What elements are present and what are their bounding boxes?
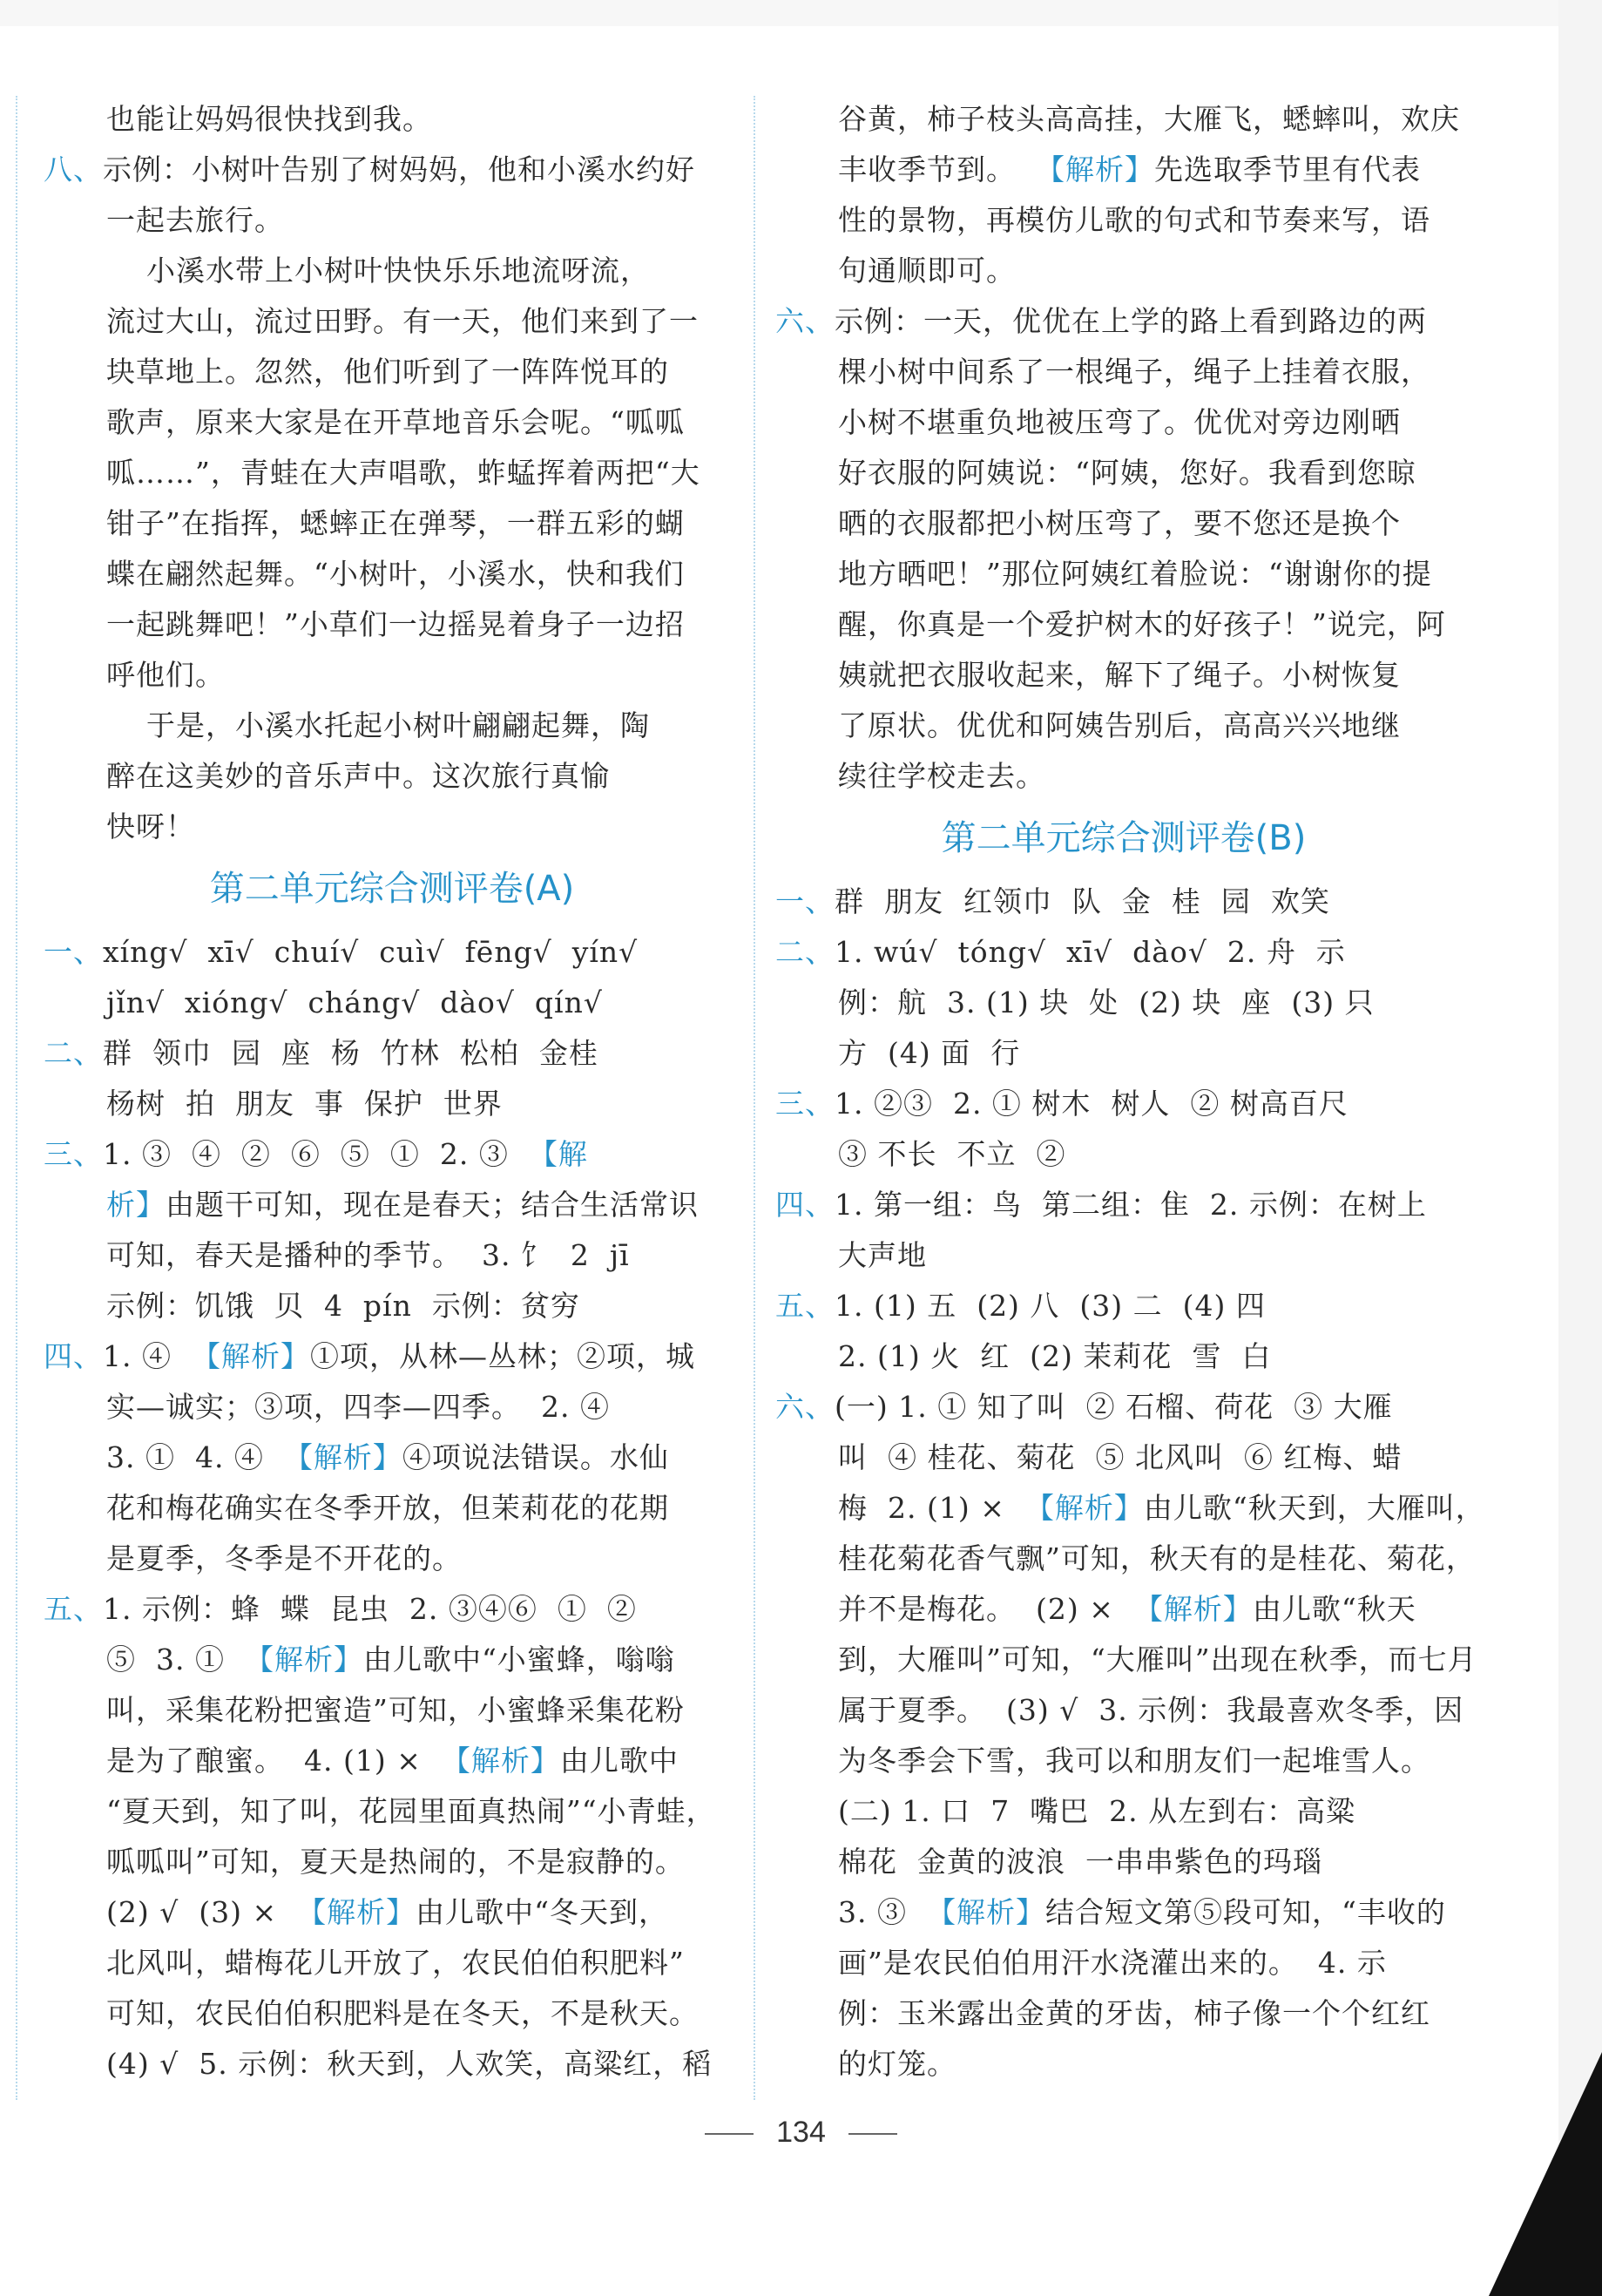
line-text: 的灯笼。 (838, 2047, 956, 2081)
line-text: 实—诚实；③项，四李—四季。 2. ④ (106, 1390, 610, 1424)
answer-line (775, 296, 1472, 347)
answer-line (44, 1584, 740, 1635)
answer-line (775, 1938, 1472, 1988)
answer-line (775, 1736, 1472, 1786)
line-text: 梅 2. (1) × (838, 1491, 1025, 1525)
answer-line (775, 1129, 1472, 1180)
line-text: 1. (1) 五 (2) 八 (3) 二 (4) 四 (835, 1289, 1266, 1323)
answer-line (775, 1230, 1472, 1281)
line-text: 由儿歌“秋天到，大雁叫， (1143, 1491, 1485, 1525)
line-text: ⑤ 3. ① (106, 1642, 245, 1676)
answer-line (775, 2039, 1472, 2089)
answer-line (44, 448, 740, 498)
line-text: 1. ③ ④ ② ⑥ ⑤ ① 2. ③ (103, 1137, 529, 1171)
line-text: 杨树 拍 朋友 事 保护 世界 (106, 1087, 503, 1121)
line-text: 3. ① 4. ④ (106, 1440, 284, 1474)
line-text: 为冬季会下雪，我可以和朋友们一起堆雪人。 (838, 1744, 1430, 1778)
answer-line (775, 1432, 1472, 1483)
line-text: 醉在这美妙的音乐声中。这次旅行真愉 (106, 759, 610, 793)
line-text: 并不是梅花。 (2) × (838, 1592, 1134, 1626)
line-text: 到，大雁叫”可知，“大雁叫”出现在秋季，而七月 (838, 1642, 1477, 1676)
section-title: 第二单元综合测评卷(A) (209, 869, 575, 909)
answer-line (44, 1382, 740, 1432)
line-text: 先选取季节里有代表 (1153, 152, 1421, 186)
answer-line (44, 1230, 740, 1281)
answer-line (44, 751, 740, 802)
line-text: 可知，春天是播种的季节。 3. 饣 2 jī (106, 1238, 630, 1272)
section-number: 六、 (775, 1390, 835, 1424)
line-text: 蝶在翩然起舞。“小树叶，小溪水，快和我们 (106, 557, 685, 591)
analysis-tag: 【解析】 (244, 1642, 363, 1676)
line-text: (一) 1. ① 知了叫 ② 石榴、荷花 ③ 大雁 (835, 1390, 1393, 1424)
line-text: 由儿歌中“冬天到， (416, 1895, 668, 1929)
answer-line (775, 195, 1472, 246)
section-number: 三、 (44, 1137, 103, 1171)
line-text: 画”是农民伯伯用汗水浇灌出来的。 4. 示 (838, 1946, 1387, 1980)
line-text: 3. ③ (838, 1895, 927, 1929)
line-text: 呼他们。 (106, 658, 225, 692)
line-text: 属于夏季。 (3) √ 3. 示例：我最喜欢冬季，因 (838, 1693, 1464, 1727)
line-text: 叫，采集花粉把蜜造”可知，小蜜蜂采集花粉 (106, 1693, 685, 1727)
line-text: 了原状。优优和阿姨告别后，高高兴兴地继 (838, 708, 1401, 742)
answer-line (775, 1534, 1476, 1584)
line-text: 群 朋友 红领巾 队 金 桂 园 欢笑 (835, 884, 1330, 918)
line-text: 花和梅花确实在冬季开放，但茉莉花的花期 (106, 1491, 669, 1525)
answer-line (44, 1432, 740, 1483)
line-text: xíng√ xī√ chuí√ cuì√ fēng√ yín√ (103, 935, 639, 969)
analysis-tag: 【解析】 (297, 1895, 416, 1929)
line-text: 呱……”，青蛙在大声唱歌，蚱蜢挥着两把“大 (106, 456, 700, 490)
line-text: 也能让妈妈很快找到我。 (106, 102, 432, 136)
line-text: 北风叫，蜡梅花儿开放了，农民伯伯积肥料” (106, 1946, 685, 1980)
line-text: 谷黄，柿子枝头高高挂，大雁飞，蟋蟀叫，欢庆 (838, 102, 1460, 136)
answer-line (775, 1635, 1477, 1685)
answer-line (44, 94, 740, 145)
answer-line (44, 1129, 740, 1180)
section-number: 八、 (44, 152, 103, 186)
answer-line (44, 978, 740, 1028)
line-text: 快呀！ (106, 809, 195, 843)
answer-line (44, 1736, 740, 1786)
answer-line (44, 1635, 740, 1685)
line-text: 1. wú√ tóng√ xī√ dào√ 2. 舟 示 (835, 935, 1346, 969)
line-text: 歌声，原来大家是在开草地音乐会呢。“呱呱 (106, 405, 685, 439)
section-number: 二、 (775, 935, 835, 969)
answer-line (775, 751, 1472, 802)
answer-line (44, 397, 740, 448)
line-text: 1. ②③ 2. ① 树木 树人 ② 树高百尺 (835, 1087, 1349, 1121)
answer-line (44, 927, 740, 978)
line-text: 丰收季节到。 (838, 152, 1036, 186)
line-text: ④项说法错误。水仙 (402, 1440, 669, 1474)
answer-line (775, 397, 1472, 448)
line-text: ③ 不长 不立 ② (838, 1137, 1066, 1171)
line-text: 群 领巾 园 座 杨 竹林 松柏 金桂 (103, 1036, 598, 1070)
line-text: 一起跳舞吧！”小草们一边摇晃着身子一边招 (106, 607, 685, 641)
section-number: 四、 (44, 1339, 103, 1373)
line-text: 句通顺即可。 (838, 254, 1016, 288)
line-text: jǐn√ xióng√ cháng√ dào√ qín√ (106, 985, 603, 1019)
answer-line (44, 1281, 740, 1331)
answer-line (44, 1079, 740, 1129)
line-text: 示例：一天，优优在上学的路上看到路边的两 (835, 304, 1427, 338)
line-text: 1. 示例：蜂 蝶 昆虫 2. ③④⑥ ① ② (103, 1592, 637, 1626)
answer-line (775, 1382, 1472, 1432)
answer-line (775, 1837, 1472, 1887)
line-text: 棉花 金黄的波浪 一串串紫色的玛瑙 (838, 1845, 1322, 1879)
line-text: 姨就把衣服收起来，解下了绳子。小树恢复 (838, 658, 1401, 692)
line-text: 是夏季，冬季是不开花的。 (106, 1541, 462, 1575)
section-number: 一、 (44, 935, 103, 969)
answer-line (775, 1483, 1485, 1534)
answer-line (44, 802, 740, 852)
answer-line (775, 1331, 1472, 1382)
answer-line (775, 347, 1472, 397)
left-column (44, 94, 740, 2089)
section-number: 六、 (775, 304, 835, 338)
page-number-text: 134 (776, 2116, 826, 2149)
line-text: “夏天到，知了叫，花园里面真热闹”“小青蛙， (106, 1794, 716, 1828)
line-text: 地方晒吧！”那位阿姨红着脸说：“谢谢你的提 (838, 557, 1432, 591)
answer-line (44, 1331, 740, 1382)
answer-line (44, 549, 740, 599)
answer-line (775, 1028, 1472, 1079)
line-text: 示例：饥饿 贝 4 pín 示例：贫穷 (106, 1289, 580, 1323)
line-text: 大声地 (838, 1238, 927, 1272)
answer-line (44, 1180, 740, 1230)
line-text: 叫 ④ 桂花、菊花 ⑤ 北风叫 ⑥ 红梅、蜡 (838, 1440, 1403, 1474)
line-text: 例：航 3. (1) 块 处 (2) 块 座 (3) 只 (838, 985, 1375, 1019)
answer-line (775, 448, 1472, 498)
answer-line (775, 1786, 1472, 1837)
right-edge (1558, 0, 1602, 2296)
line-text: 流过大山，流过田野。有一天，他们来到了一 (106, 304, 699, 338)
line-text: (2) √ (3) × (106, 1895, 298, 1929)
left-margin-rule (16, 96, 17, 2100)
line-text: 醒，你真是一个爱护树木的好孩子！”说完，阿 (838, 607, 1446, 641)
answer-line (44, 1786, 740, 1837)
line-text: 一起去旅行。 (106, 203, 284, 237)
line-text: 1. 第一组：鸟 第二组：隹 2. 示例：在树上 (835, 1188, 1427, 1222)
line-text: ①项，从林—丛林；②项，城 (309, 1339, 695, 1373)
answer-line (44, 1988, 740, 2039)
answer-line (44, 1837, 740, 1887)
answer-line (44, 498, 740, 549)
line-text: 可知，农民伯伯积肥料是在冬天，不是秋天。 (106, 1996, 699, 2030)
line-text: 由题干可知，现在是春天；结合生活常识 (166, 1188, 699, 1222)
line-text: 2. (1) 火 红 (2) 茉莉花 雪 白 (838, 1339, 1272, 1373)
answer-line (775, 549, 1472, 599)
section-number: 五、 (44, 1592, 103, 1626)
answer-line (775, 1685, 1472, 1736)
answer-line (44, 145, 740, 195)
line-text: 结合短文第⑤段可知，“丰收的 (1044, 1895, 1446, 1929)
section-number: 二、 (44, 1036, 103, 1070)
line-text: 1. ④ (103, 1339, 192, 1373)
analysis-tag: 析】 (106, 1188, 166, 1222)
section-number: 四、 (775, 1188, 835, 1222)
line-text: 晒的衣服都把小树压弯了，要不您还是换个 (838, 506, 1401, 540)
line-text: 是为了酿蜜。 4. (1) × (106, 1744, 442, 1778)
answer-line (44, 1685, 740, 1736)
answer-line (44, 2039, 740, 2089)
line-text: 小树不堪重负地被压弯了。优优对旁边刚晒 (838, 405, 1401, 439)
answer-line (775, 1079, 1472, 1129)
line-text: 桂花菊花香气飘”可知，秋天有的是桂花、菊花， (838, 1541, 1476, 1575)
line-text: 续往学校走去。 (838, 759, 1045, 793)
line-text: 由儿歌中“小蜜蜂，嗡嗡 (362, 1642, 675, 1676)
line-text: 呱呱叫”可知，夏天是热闹的，不是寂静的。 (106, 1845, 685, 1879)
answer-line (44, 701, 740, 751)
analysis-tag: 【解析】 (1024, 1491, 1144, 1525)
page-number-dash-left (705, 2133, 754, 2135)
answer-line (775, 599, 1472, 650)
line-text: 钳子”在指挥，蟋蟀正在弹琴，一群五彩的蝴 (106, 506, 685, 540)
answer-line (775, 1180, 1472, 1230)
answer-line (775, 145, 1472, 195)
answer-line (775, 94, 1472, 145)
answer-line (775, 701, 1472, 751)
analysis-tag: 【解析】 (441, 1744, 560, 1778)
page-number (0, 2116, 1602, 2150)
line-text: 块草地上。忽然，他们听到了一阵阵悦耳的 (106, 355, 669, 389)
line-text: 好衣服的阿姨说：“阿姨，您好。我看到您晾 (838, 456, 1416, 490)
answer-line (44, 1938, 740, 1988)
analysis-tag: 【解析】 (926, 1895, 1045, 1929)
answer-line (775, 877, 1472, 927)
answer-line (44, 296, 740, 347)
section-number: 一、 (775, 884, 835, 918)
analysis-tag: 【解析】 (283, 1440, 402, 1474)
page-number-dash-right (848, 2133, 897, 2135)
analysis-tag: 【解析】 (191, 1339, 310, 1373)
answer-line (44, 347, 740, 397)
line-text: (二) 1. 口 7 嘴巴 2. 从左到右：高粱 (838, 1794, 1356, 1828)
line-text: 于是，小溪水托起小树叶翩翩起舞，陶 (106, 708, 650, 742)
line-text: 小溪水带上小树叶快快乐乐地流呀流， (106, 254, 650, 288)
answer-line (775, 1584, 1472, 1635)
answer-line (775, 1281, 1472, 1331)
answer-line (44, 246, 740, 296)
answer-line (44, 1887, 740, 1938)
answer-line (44, 650, 740, 701)
section-number: 五、 (775, 1289, 835, 1323)
answer-line (775, 246, 1472, 296)
line-text: 示例：小树叶告别了树妈妈，他和小溪水约好 (103, 152, 695, 186)
analysis-tag: 【解 (528, 1137, 588, 1171)
answer-line (775, 1887, 1472, 1938)
line-text: (4) √ 5. 示例：秋天到，人欢笑，高粱红，稻 (106, 2047, 713, 2081)
line-text: 例：玉米露出金黄的牙齿，柿子像一个个红红 (838, 1996, 1430, 2030)
answer-line (775, 650, 1472, 701)
page-corner-shadow (1489, 2052, 1602, 2296)
answer-line (44, 599, 740, 650)
section-number: 三、 (775, 1087, 835, 1121)
analysis-tag: 【解析】 (1035, 152, 1154, 186)
answer-line (775, 498, 1472, 549)
line-text: 由儿歌中 (559, 1744, 679, 1778)
line-text: 方 (4) 面 行 (838, 1036, 1021, 1070)
line-text: 性的景物，再模仿儿歌的句式和节奏来写，语 (838, 203, 1430, 237)
top-edge (0, 0, 1602, 26)
answer-line (775, 927, 1472, 978)
section-title: 第二单元综合测评卷(B) (941, 818, 1307, 858)
answer-line (44, 1534, 740, 1584)
column-separator (754, 96, 755, 2100)
answer-line (775, 978, 1472, 1028)
answer-line (44, 1483, 740, 1534)
answer-line (44, 195, 740, 246)
line-text: 由儿歌“秋天 (1252, 1592, 1416, 1626)
analysis-tag: 【解析】 (1133, 1592, 1253, 1626)
answer-line (775, 1988, 1472, 2039)
answer-line (44, 1028, 740, 1079)
right-column (775, 94, 1485, 2089)
line-text: 棵小树中间系了一根绳子，绳子上挂着衣服， (838, 355, 1430, 389)
